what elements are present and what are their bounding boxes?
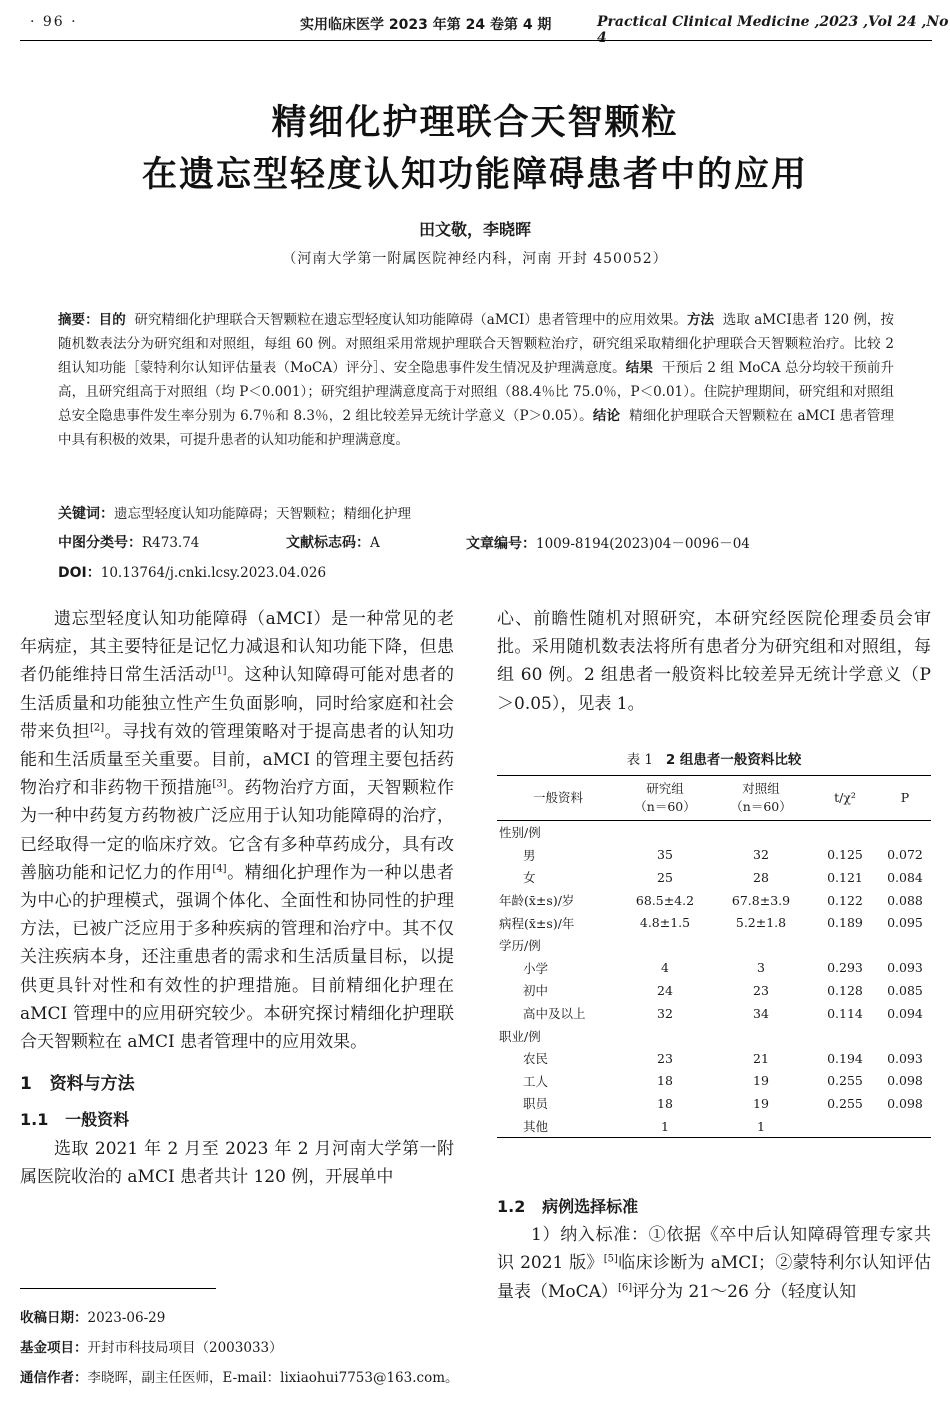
cell-control <box>711 1024 811 1047</box>
cell-control: 5.2±1.8 <box>735 915 787 931</box>
row-label: 其他 <box>497 1115 619 1138</box>
methods-text: 选取 aMCI患者 120 例，按随机数表法分为研究组和对照组，每组 60 例。对照组采用常规护理联合天智颗粒治疗，研究组采取精细化护理联合天智颗粒治疗。比较 2 组认知功能［蒙特利尔认知评估量表（MoCA）评分］、安全隐患事件发生情况及护理满意度。 <box>58 312 894 376</box>
citation-6[interactable]: [6] <box>617 1281 633 1293</box>
inclusion-text-2: 临床诊断为 aMCI；②蒙特利尔认知评估量表（MoCA） <box>497 1253 931 1302</box>
section-1-1-title: 一般资料 <box>65 1110 130 1130</box>
results-text: 干预后 2 组 MoCA 总分均较干预前升高，且研究组高于对照组（均 P＜0.001）；研究组护理满意度高于对照组（88.4％比 75.0％，P＜0.01）。住院护理期间，研究组和对照组总安全隐患事件发生率分别为 6.7％和 8.3％，2 组比较差异无统计学意义（P＞0.05）。 <box>58 360 894 424</box>
cell-p <box>879 1024 931 1047</box>
cell-study <box>619 934 711 957</box>
table-row <box>497 1115 931 1138</box>
row-label: 病程(x̄±s)/年 <box>499 915 575 931</box>
citation-1[interactable]: [1] <box>212 665 227 677</box>
left-column <box>20 605 454 1191</box>
section-1-1-text-right: 心、前瞻性随机对照研究，本研究经医院伦理委员会审批。采用随机数表法将所有患者分为研究组和对照组，每组 60 例。2 组患者一般资料比较差异无统计学意义（P＞0.05），见表 1。 <box>497 609 931 714</box>
conclusion-label: 结论 <box>592 408 621 424</box>
cell-study: 23 <box>657 1050 673 1066</box>
inclusion-text-1: 1）纳入标准：①依据《卒中后认知障碍管理专家共识 2021 版》 <box>497 1225 931 1274</box>
cell-control: 32 <box>753 847 769 863</box>
corr-value: 李晓晖，副主任医师，E-mail：lixiaohui7753@163.com。 <box>87 1370 459 1386</box>
cell-stat: 0.114 <box>827 1005 863 1021</box>
section-1-number: 1 <box>20 1074 32 1095</box>
header-divider <box>20 40 932 41</box>
cell-stat: 0.122 <box>827 892 863 908</box>
cell-control <box>711 821 811 844</box>
section-1-1-number: 1.1 <box>20 1110 49 1130</box>
cell-stat: 0.293 <box>827 960 863 976</box>
section-1-2 <box>497 1193 931 1306</box>
section-1-1-text-left: 选取 2021 年 2 月至 2023 年 2 月河南大学第一附属医院收治的 aMCI 患者共计 120 例，开展单中 <box>20 1138 454 1187</box>
intro-text-5: 。精细化护理作为一种以患者为中心的护理模式，强调个体化、全面性和协同性的护理方法，已被广泛应用于多种疾病的管理和治疗中。其不仅关注疾病本身，还注重患者的需求和生活质量目标，以提供更具针对性和有效性的护理措施。目前精细化护理在 aMCI 管理中的应用研究较少。本研究探讨精细化护理联合天智颗粒在 aMCI 患者管理中的应用效果。 <box>20 862 455 1053</box>
section-1-2-heading <box>497 1193 931 1221</box>
col-header-stat: t/χ² <box>811 776 879 821</box>
cell-p: 0.093 <box>887 960 923 976</box>
table-1-number: 表 1 <box>626 752 653 768</box>
row-label: 高中及以上 <box>523 1006 586 1022</box>
cell-study: 18 <box>657 1095 673 1111</box>
table-row <box>497 844 931 867</box>
cell-p: 0.098 <box>887 1073 923 1089</box>
cell-stat <box>811 934 879 957</box>
table-row <box>497 1002 931 1025</box>
section-1-2-title: 病例选择标准 <box>542 1197 639 1216</box>
cell-p <box>879 1115 931 1138</box>
doc-code-value: A <box>370 535 380 551</box>
cell-control: 67.8±3.9 <box>731 892 791 908</box>
cell-p: 0.072 <box>887 847 923 863</box>
cell-stat: 0.189 <box>827 915 863 931</box>
cell-control: 21 <box>753 1050 769 1066</box>
journal-title-en: Practical Clinical Medicine ,2023 ,Vol 24 ,No 4 <box>597 14 949 46</box>
clc-label: 中图分类号： <box>58 535 142 551</box>
intro-text-3: 。寻找有效的管理策略对于提高患者的认知功能和生活质量至关重要。目前，aMCI 的管理主要包括药物治疗和非药物干预措施 <box>20 721 455 799</box>
cell-p: 0.098 <box>887 1095 923 1111</box>
fund-label: 基金项目： <box>20 1340 88 1356</box>
cell-study <box>619 821 711 844</box>
row-label: 学历/例 <box>499 938 541 954</box>
intro-text-2: 。这种认知障碍可能对患者的生活质量和功能独立性产生负面影响，同时给家庭和社会带来负担 <box>20 665 455 742</box>
cell-study <box>619 1024 711 1047</box>
inclusion-criteria <box>497 1221 931 1306</box>
received-date <box>20 1306 165 1326</box>
cell-study: 4.8±1.5 <box>639 915 691 931</box>
cell-stat: 0.194 <box>827 1050 863 1066</box>
intro-text-4: 。药物治疗方面，天智颗粒作为一种中药复方药物被广泛应用于认知功能障碍的治疗，已经取得一定的临床疗效。它含有多种草药成分，具有改善脑功能和记忆力的作用 <box>20 778 455 883</box>
cell-study: 4 <box>661 960 669 976</box>
col-header-control: 对照组 （n＝60） <box>711 776 811 821</box>
cell-stat <box>811 821 879 844</box>
cell-stat: 0.121 <box>827 869 863 885</box>
cell-stat: 0.255 <box>827 1095 863 1111</box>
results-label: 结果 <box>625 360 654 376</box>
fund-project <box>20 1336 283 1356</box>
col-header-p: P <box>879 776 931 821</box>
fund-value: 开封市科技局项目（2003033） <box>87 1340 283 1356</box>
table-row <box>497 889 931 912</box>
abstract <box>58 308 894 452</box>
section-1-1-heading <box>20 1106 454 1134</box>
table-1-caption <box>497 748 931 768</box>
abstract-label: 摘要： <box>58 312 99 328</box>
cell-study: 25 <box>657 869 673 885</box>
table-row <box>497 866 931 889</box>
table-row <box>497 1024 931 1047</box>
conclusion-text: 精细化护理联合天智颗粒在 aMCI 患者管理中具有积极的效果，可提升患者的认知功能和护理满意度。 <box>58 408 894 448</box>
section-1-title: 资料与方法 <box>49 1074 135 1095</box>
cell-study: 24 <box>657 982 673 998</box>
journal-title-cn: 实用临床医学 2023 年第 24 卷第 4 期 <box>300 17 552 33</box>
corr-label: 通信作者： <box>20 1370 88 1386</box>
cell-control: 28 <box>753 869 769 885</box>
cell-stat <box>811 1115 879 1138</box>
objective-text: 研究精细化护理联合天智颗粒在遗忘型轻度认知功能障碍（aMCI）患者管理中的应用效果。 <box>134 312 687 328</box>
row-label: 年龄(x̄±s)/岁 <box>499 893 575 909</box>
keywords <box>58 502 411 523</box>
cell-p: 0.094 <box>887 1005 923 1021</box>
keywords-label: 关键词： <box>58 506 114 522</box>
table-row <box>497 979 931 1002</box>
doi-label: DOI： <box>58 565 101 581</box>
row-label: 女 <box>523 870 536 886</box>
article-title-line1: 精细化护理联合天智颗粒 <box>271 103 679 143</box>
cell-control: 19 <box>753 1095 769 1111</box>
cell-p: 0.088 <box>887 892 923 908</box>
col-header-study: 研究组 （n＝60） <box>619 776 711 821</box>
page-number: · 96 · <box>30 14 78 30</box>
article-number-value: 1009-8194(2023)04－0096－04 <box>536 536 750 552</box>
cell-control: 19 <box>753 1073 769 1089</box>
citation-5[interactable]: [5] <box>603 1253 618 1265</box>
cell-study: 18 <box>657 1073 673 1089</box>
table-header-row <box>497 776 931 821</box>
row-label: 职员 <box>523 1096 549 1112</box>
keywords-value: 遗忘型轻度认知功能障碍；天智颗粒；精细化护理 <box>114 506 411 522</box>
doc-code-label: 文献标志码： <box>286 535 370 551</box>
citation-2[interactable]: [2] <box>89 722 105 734</box>
cell-stat <box>811 1024 879 1047</box>
table-row <box>497 1047 931 1070</box>
intro-paragraph <box>20 605 454 1056</box>
row-label: 小学 <box>523 960 549 976</box>
table-row <box>497 1070 931 1093</box>
section-1-heading <box>20 1070 454 1098</box>
cell-p: 0.084 <box>887 869 923 885</box>
inclusion-text-3: 评分为 21～26 分（轻度认知 <box>632 1281 857 1302</box>
cell-p <box>879 934 931 957</box>
clc-value: R473.74 <box>142 535 200 551</box>
cell-p: 0.095 <box>887 915 923 931</box>
objective-label: 目的 <box>98 312 126 328</box>
row-label: 男 <box>523 847 536 863</box>
doi <box>58 562 326 582</box>
citation-3[interactable]: [3] <box>212 778 227 790</box>
citation-4[interactable]: [4] <box>212 863 227 875</box>
row-label: 工人 <box>523 1073 549 1089</box>
cell-stat: 0.255 <box>827 1073 863 1089</box>
clc-number <box>58 532 199 552</box>
received-label: 收稿日期： <box>20 1310 88 1326</box>
affiliation: （河南大学第一附属医院神经内科，河南 开封 450052） <box>282 251 668 267</box>
cell-control <box>711 934 811 957</box>
row-label: 农民 <box>523 1051 549 1067</box>
col-header-item: 一般资料 <box>497 776 619 821</box>
document-code <box>286 532 380 552</box>
row-label: 初中 <box>523 983 549 999</box>
cell-control: 3 <box>757 960 765 976</box>
corresponding-author <box>20 1366 459 1386</box>
footnote-divider <box>20 1288 216 1289</box>
methods-label: 方法 <box>687 312 715 328</box>
doi-value: 10.13764/j.cnki.lcsy.2023.04.026 <box>100 565 327 581</box>
article-title-line2: 在遗忘型轻度认知功能障碍患者中的应用 <box>141 155 808 195</box>
received-value: 2023-06-29 <box>87 1310 166 1326</box>
cell-stat: 0.125 <box>827 847 863 863</box>
cell-study: 68.5±4.2 <box>635 892 695 908</box>
cell-control: 1 <box>711 1115 811 1138</box>
intro-text-1: 遗忘型轻度认知功能障碍（aMCI）是一种常见的老年病症，其主要特征是记忆力减退和认知功能下降，但患者仍能维持日常生活活动 <box>20 609 454 686</box>
article-number <box>466 532 750 553</box>
cell-p: 0.085 <box>887 982 923 998</box>
cell-control: 23 <box>753 982 769 998</box>
table-row <box>497 1092 931 1115</box>
section-1-2-number: 1.2 <box>497 1197 526 1216</box>
cell-study: 35 <box>657 847 673 863</box>
row-label: 性别/例 <box>499 825 541 841</box>
table-row <box>497 911 931 934</box>
table-row <box>497 821 931 844</box>
cell-study: 1 <box>619 1115 711 1138</box>
cell-p <box>879 821 931 844</box>
cell-stat: 0.128 <box>827 982 863 998</box>
article-number-label: 文章编号： <box>466 536 536 552</box>
table-1 <box>497 775 931 1138</box>
table-row <box>497 957 931 980</box>
authors: 田文敬，李晓晖 <box>418 220 531 239</box>
cell-p: 0.093 <box>887 1050 923 1066</box>
table-row <box>497 934 931 957</box>
cell-study: 32 <box>657 1005 673 1021</box>
cell-control: 34 <box>753 1005 769 1021</box>
table-1-title: 2 组患者一般资料比较 <box>665 752 802 768</box>
row-label: 职业/例 <box>499 1028 541 1044</box>
